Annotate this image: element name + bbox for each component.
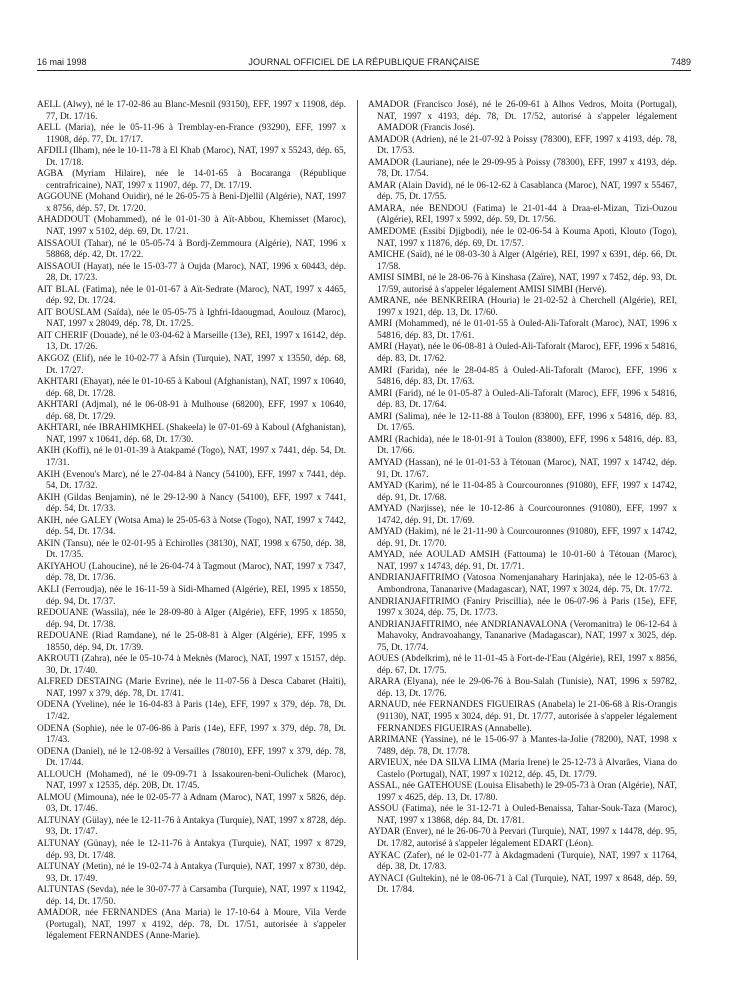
register-entry: AMRI (Hayat), née le 06-08-81 à Ouled-Ali-Taforalt (Maroc), EFF, 1996 x 54816, dép. 83, Dt. 17/62.: [368, 342, 677, 365]
register-entry: AMADOR (Francisco José), né le 26-09-61 à Alhos Vedros, Moita (Portugal), NAT, 1997 x 4193, dép. 78, Dt. 17/52, autorisé à s'appeler légalement AMADOR (Francis José).: [368, 100, 677, 134]
register-entry: ALLOUCH (Mohamed), né le 09-09-71 à Issakouren-beni-Oulichek (Maroc), NAT, 1997 x 12535, dép. 20B, Dt. 17/45.: [37, 769, 346, 792]
register-entry: AIT BOUSLAM (Saïda), née le 05-05-75 à Ighfri-Idaougmad, Aoulouz (Maroc), NAT, 1997 x 28049, dép. 78, Dt. 17/25.: [37, 307, 346, 330]
register-entry: ODENA (Sophie), née le 07-06-86 à Paris (14e), EFF, 1997 x 379, dép. 78, Dt. 17/43.: [37, 723, 346, 746]
register-entry: ARARA (Elyana), née le 29-06-76 à Bou-Salah (Tunisie), NAT, 1996 x 59782, dép. 13, Dt. 17/76.: [368, 677, 677, 699]
register-entry: AKLI (Ferroudja), née le 16-11-59 à Sidi-Mhamed (Algérie), REI, 1995 x 18550, dép. 94, Dt. 17/37.: [37, 584, 346, 607]
register-entry: AKROUTI (Zahra), née le 05-10-74 à Meknès (Maroc), NAT, 1997 x 15157, dép. 30, Dt. 17/40.: [37, 654, 346, 676]
register-entry: AMRANE, née BENKREIRA (Houria) le 21-02-52 à Cherchell (Algérie), REI, 1997 x 1921, dép. 13, Dt. 17/60.: [368, 296, 677, 318]
register-entry: ALTUNTAS (Sevda), née le 30-07-77 à Carsamba (Turquie), NAT, 1997 x 11942, dép. 14, Dt. 17/50.: [37, 885, 346, 907]
register-entry: AMRI (Mohammed), né le 01-01-55 à Ouled-Ali-Taforalt (Maroc), NAT, 1996 x 54816, dép. 83, Dt. 17/61.: [368, 319, 677, 341]
register-entry: ANDRIANJAFITRIMO (Faniry Priscillia), née le 06-07-96 à Paris (15e), EFF, 1997 x 3024, dép. 75, Dt. 17/73.: [368, 596, 677, 619]
register-entry: AKIH (Koffi), né le 01-01-39 à Atakpamé (Togo), NAT, 1997 x 7441, dép. 54, Dt. 17/31.: [37, 446, 346, 468]
register-entry: AYDAR (Enver), né le 26-06-70 à Pervari (Turquie), NAT, 1997 x 14478, dép. 95, Dt. 17/82, autorisé à s'appeler légalement EDART (Léon).: [368, 827, 677, 849]
register-entry: AMYAD (Hassan), né le 01-01-53 à Tétouan (Maroc), NAT, 1997 x 14742, dép. 91, Dt. 17/67.: [368, 457, 677, 480]
register-entry: AMEDOME (Essibi Djigbodi), née le 02-06-54 à Kouma Apoti, Klouto (Togo), NAT, 1997 x 11876, dép. 69, Dt. 17/57.: [368, 227, 677, 249]
register-entry: AGBA (Myriam Hilaire), née le 14-01-65 à Bocaranga (République centrafricaine), NAT, 1997 x 11907, dép. 77, Dt. 17/19.: [37, 169, 346, 191]
register-entry: AKGOZ (Elif), née le 10-02-77 à Afsin (Turquie), NAT, 1997 x 13550, dép. 68, Dt. 17/27.: [37, 354, 346, 376]
register-entry: AKIN (Tansu), née le 02-01-95 à Echirolles (38130), NAT, 1998 x 6750, dép. 38, Dt. 17/35.: [37, 538, 346, 561]
register-entry: AHADDOUT (Mohammed), né le 01-01-30 à Aït-Abbou, Khemisset (Maroc), NAT, 1997 x 5102, dép. 69, Dt. 17/21.: [37, 215, 346, 238]
register-entry: AMADOR (Adrien), né le 21-07-92 à Poissy (78300), EFF, 1997 x 4193, dép. 78, Dt. 17/53.: [368, 134, 677, 157]
register-entry: AKIH, née GALEY (Wotsa Ama) le 25-05-63 à Notse (Togo), NAT, 1997 x 7442, dép. 54, Dt. 17/34.: [37, 515, 346, 538]
right-column: [368, 100, 677, 897]
register-entry: AGGOUNE (Mohand Ouidir), né le 26-05-75 à Beni-Djellil (Algérie), NAT, 1997 x 8756, dép. 57, Dt. 17/20.: [37, 192, 346, 214]
column-divider: [357, 100, 358, 960]
register-entry: AKIH (Gildas Benjamin), né le 29-12-90 à Nancy (54100), EFF, 1997 x 7441, dép. 54, Dt. 17/33.: [37, 492, 346, 515]
journal-title: JOURNAL OFFICIEL DE LA RÉPUBLIQUE FRANÇAISE: [248, 57, 480, 67]
register-entry: REDOUANE (Wassila), née le 28-09-80 à Alger (Algérie), EFF, 1995 x 18550, dép. 94, Dt. 17/38.: [37, 608, 346, 630]
register-entry: AMRI (Rachida), née le 18-01-91 à Toulon (83800), EFF, 1996 x 54816, dép. 83, Dt. 17/66.: [368, 434, 677, 457]
register-entry: ARNAUD, née FERNANDES FIGUEIRAS (Anabela) le 21-06-68 à Ris-Orangis (91130), NAT, 1995 x 3024, dép. 91, Dt. 17/77, autorisée à s'appeler légalement FERNANDES FIGUEIRAS (Annabelle).: [368, 700, 677, 734]
register-entry: ODENA (Daniel), né le 12-08-92 à Versailles (78010), EFF, 1997 x 379, dép. 78, Dt. 17/44.: [37, 746, 346, 769]
register-entry: AMRI (Salima), née le 12-11-88 à Toulon (83800), EFF, 1996 x 54816, dép. 83, Dt. 17/65.: [368, 411, 677, 434]
register-entry: ALMOU (Mimouna), née le 02-05-77 à Adnam (Maroc), NAT, 1997 x 5826, dép. 03, Dt. 17/46.: [37, 792, 346, 815]
register-entry: AMADOR (Lauriane), née le 29-09-95 à Poissy (78300), EFF, 1997 x 4193, dép. 78, Dt. 17/54.: [368, 157, 677, 180]
register-entry: ANDRIANJAFITRIMO (Vatosoa Nomenjanahary Harinjaka), née le 12-05-63 à Ambondrona, Tananarive (Madagascar), NAT, 1997 x 3024, dép. 75, Dt. 17/72.: [368, 573, 677, 595]
register-entry: AELL (Maria), née le 05-11-96 à Tremblay-en-France (93290), EFF, 1997 x 11908, dép. 77, Dt. 17/17.: [37, 123, 346, 145]
register-entry: AMRI (Farida), née le 28-04-85 à Ouled-Ali-Taforalt (Maroc), EFF, 1996 x 54816, dép. 83, Dt. 17/63.: [368, 365, 677, 388]
register-entry: AMARA, née BENDOU (Fatima) le 21-01-44 à Draa-el-Mizan, Tizi-Ouzou (Algérie), REI, 1997 x 5992, dép. 59, Dt. 17/56.: [368, 203, 677, 226]
register-entry: AKIH (Evenou's Marc), né le 27-04-84 à Nancy (54100), EFF, 1997 x 7441, dép. 54, Dt. 17/32.: [37, 469, 346, 492]
register-entry: AMYAD (Narjisse), née le 10-12-86 à Courcouronnes (91080), EFF, 1997 x 14742, dép. 91, Dt. 17/69.: [368, 504, 677, 526]
register-entry: ANDRIANJAFITRIMO, née ANDRIANAVALONA (Veromanitra) le 06-12-64 à Mahavoky, Andravoahangy, Tananarive (Madagascar), NAT, 1997 x 3025, dép. 75, Dt. 17/74.: [368, 619, 677, 653]
header-date: 16 mai 1998: [37, 57, 87, 67]
register-entry: AISSAOUI (Hayat), née le 15-03-77 à Oujda (Maroc), NAT, 1996 x 60443, dép. 28, Dt. 17/23.: [37, 261, 346, 284]
register-entry: AMICHE (Saïd), né le 08-03-30 à Alger (Algérie), REI, 1997 x 6391, dép. 66, Dt. 17/58.: [368, 250, 677, 272]
register-entry: ALFRED DESTAING (Marie Evrine), née le 11-07-56 à Desca Cabaret (Haïti), NAT, 1997 x 379, dép. 78, Dt. 17/41.: [37, 677, 346, 699]
register-entry: REDOUANE (Riad Ramdane), né le 25-08-81 à Alger (Algérie), EFF, 1995 x 18550, dép. 94, Dt. 17/39.: [37, 631, 346, 653]
register-entry: AYNACI (Gultekin), né le 08-06-71 à Cal (Turquie), NAT, 1997 x 8648, dép. 59, Dt. 17/84.: [368, 873, 677, 896]
register-entry: AMADOR, née FERNANDES (Ana Maria) le 17-10-64 à Moure, Vila Verde (Portugal), NAT, 1997 x 4192, dép. 78, Dt. 17/51, autorisée à s'appeler légalement FERNANDES (Anne-Marie).: [37, 908, 346, 942]
register-entry: ALTUNAY (Gülay), née le 12-11-76 à Antakya (Turquie), NAT, 1997 x 8728, dép. 93, Dt. 17/47.: [37, 815, 346, 838]
register-entry: ARVIEUX, née DA SILVA LIMA (Maria Irene) le 25-12-73 à Alvarães, Viana do Castelo (Portugal), NAT, 1997 x 10212, dép. 45, Dt. 17/79.: [368, 758, 677, 780]
register-entry: ALTUNAY (Metin), né le 19-02-74 à Antakya (Turquie), NAT, 1997 x 8730, dép. 93, Dt. 17/49.: [37, 862, 346, 884]
register-entry: AYKAC (Zafer), né le 02-01-77 à Akdagmadeni (Turquie), NAT, 1997 x 11764, dép. 38, Dt. 17/83.: [368, 850, 677, 873]
register-entry: ODENA (Yveline), née le 16-04-83 à Paris (14e), EFF, 1997 x 379, dép. 78, Dt. 17/42.: [37, 700, 346, 722]
register-entry: AISSAOUI (Tahar), né le 05-05-74 à Bordj-Zemmoura (Algérie), NAT, 1996 x 58868, dép. 42, Dt. 17/22.: [37, 238, 346, 261]
register-entry: AMISI SIMBI, né le 28-06-76 à Kinshasa (Zaïre), NAT, 1997 x 7452, dép. 93, Dt. 17/59, autorisé à s'appeler légalement AMISI SIMBI (Hervé).: [368, 273, 677, 295]
register-entry: AMAR (Alain David), né le 06-12-62 à Casablanca (Maroc), NAT, 1997 x 55467, dép. 75, Dt. 17/55.: [368, 180, 677, 203]
register-entry: AKHTARI, née IBRAHIMKHEL (Shakeela) le 07-01-69 à Kaboul (Afghanistan), NAT, 1997 x 10641, dép. 68, Dt. 17/30.: [37, 423, 346, 445]
register-entry: ALTUNAY (Günay), née le 12-11-76 à Antakya (Turquie), NAT, 1997 x 8729, dép. 93, Dt. 17/48.: [37, 839, 346, 861]
header-rule: [37, 70, 691, 71]
page-header: [37, 57, 691, 71]
register-entry: AMYAD (Karim), né le 11-04-85 à Courcouronnes (91080), EFF, 1997 x 14742, dép. 91, Dt. 17/68.: [368, 481, 677, 503]
register-entry: AOUES (Abdelkrim), né le 11-01-45 à Fort-de-l'Eau (Algérie), REI, 1997 x 8856, dép. 67, Dt. 17/75.: [368, 654, 677, 676]
register-entry: AIT CHERIF (Douade), né le 03-04-62 à Marseille (13e), REI, 1997 x 16142, dép. 13, Dt. 17/26.: [37, 330, 346, 353]
register-entry: AKHTARI (Ehayat), née le 01-10-65 à Kaboul (Afghanistan), NAT, 1997 x 10640, dép. 68, Dt. 17/28.: [37, 377, 346, 399]
register-entry: AELL (Alwy), né le 17-02-86 au Blanc-Mesnil (93150), EFF, 1997 x 11908, dép. 77, Dt. 17/16.: [37, 100, 346, 122]
register-entry: AKIYAHOU (Lahoucine), né le 26-04-74 à Tagmout (Maroc), NAT, 1997 x 7347, dép. 78, Dt. 17/36.: [37, 561, 346, 584]
register-entry: AKHTARI (Adjmal), né le 06-08-91 à Mulhouse (68200), EFF, 1997 x 10640, dép. 68, Dt. 17/29.: [37, 400, 346, 422]
register-entry: AIT BLAL (Fatima), née le 01-01-67 à Aït-Sedrate (Maroc), NAT, 1997 x 4465, dép. 92, Dt. 17/24.: [37, 284, 346, 307]
register-entry: ASSOU (Fatima), née le 31-12-71 à Ouled-Benaissa, Tahar-Souk-Taza (Maroc), NAT, 1997 x 13868, dép. 84, Dt. 17/81.: [368, 804, 677, 826]
register-entry: AMYAD (Hakim), né le 21-11-90 à Courcouronnes (91080), EFF, 1997 x 14742, dép. 91, Dt. 17/70.: [368, 527, 677, 549]
register-entry: ARRIMANE (Yassine), né le 15-06-97 à Mantes-la-Jolie (78200), NAT, 1998 x 7489, dép. 78, Dt. 17/78.: [368, 735, 677, 757]
register-entry: ASSAL, née GATEHOUSE (Louisa Elisabeth) le 29-05-73 à Oran (Algérie), NAT, 1997 x 4625, dép. 13, Dt. 17/80.: [368, 781, 677, 803]
left-column: [37, 100, 346, 943]
register-entry: AMYAD, née AOULAD AMSIH (Fattouma) le 10-01-60 à Tétouan (Maroc), NAT, 1997 x 14743, dép. 91, Dt. 17/71.: [368, 550, 677, 572]
register-entry: AMRI (Farid), né le 01-05-87 à Ouled-Ali-Taforalt (Maroc), EFF, 1996 x 54816, dép. 83, Dt. 17/64.: [368, 388, 677, 411]
register-entry: AFDILI (Ilham), née le 10-11-78 à El Khab (Maroc), NAT, 1997 x 55243, dép. 65, Dt. 17/18.: [37, 146, 346, 168]
page-number: 7489: [670, 57, 691, 67]
